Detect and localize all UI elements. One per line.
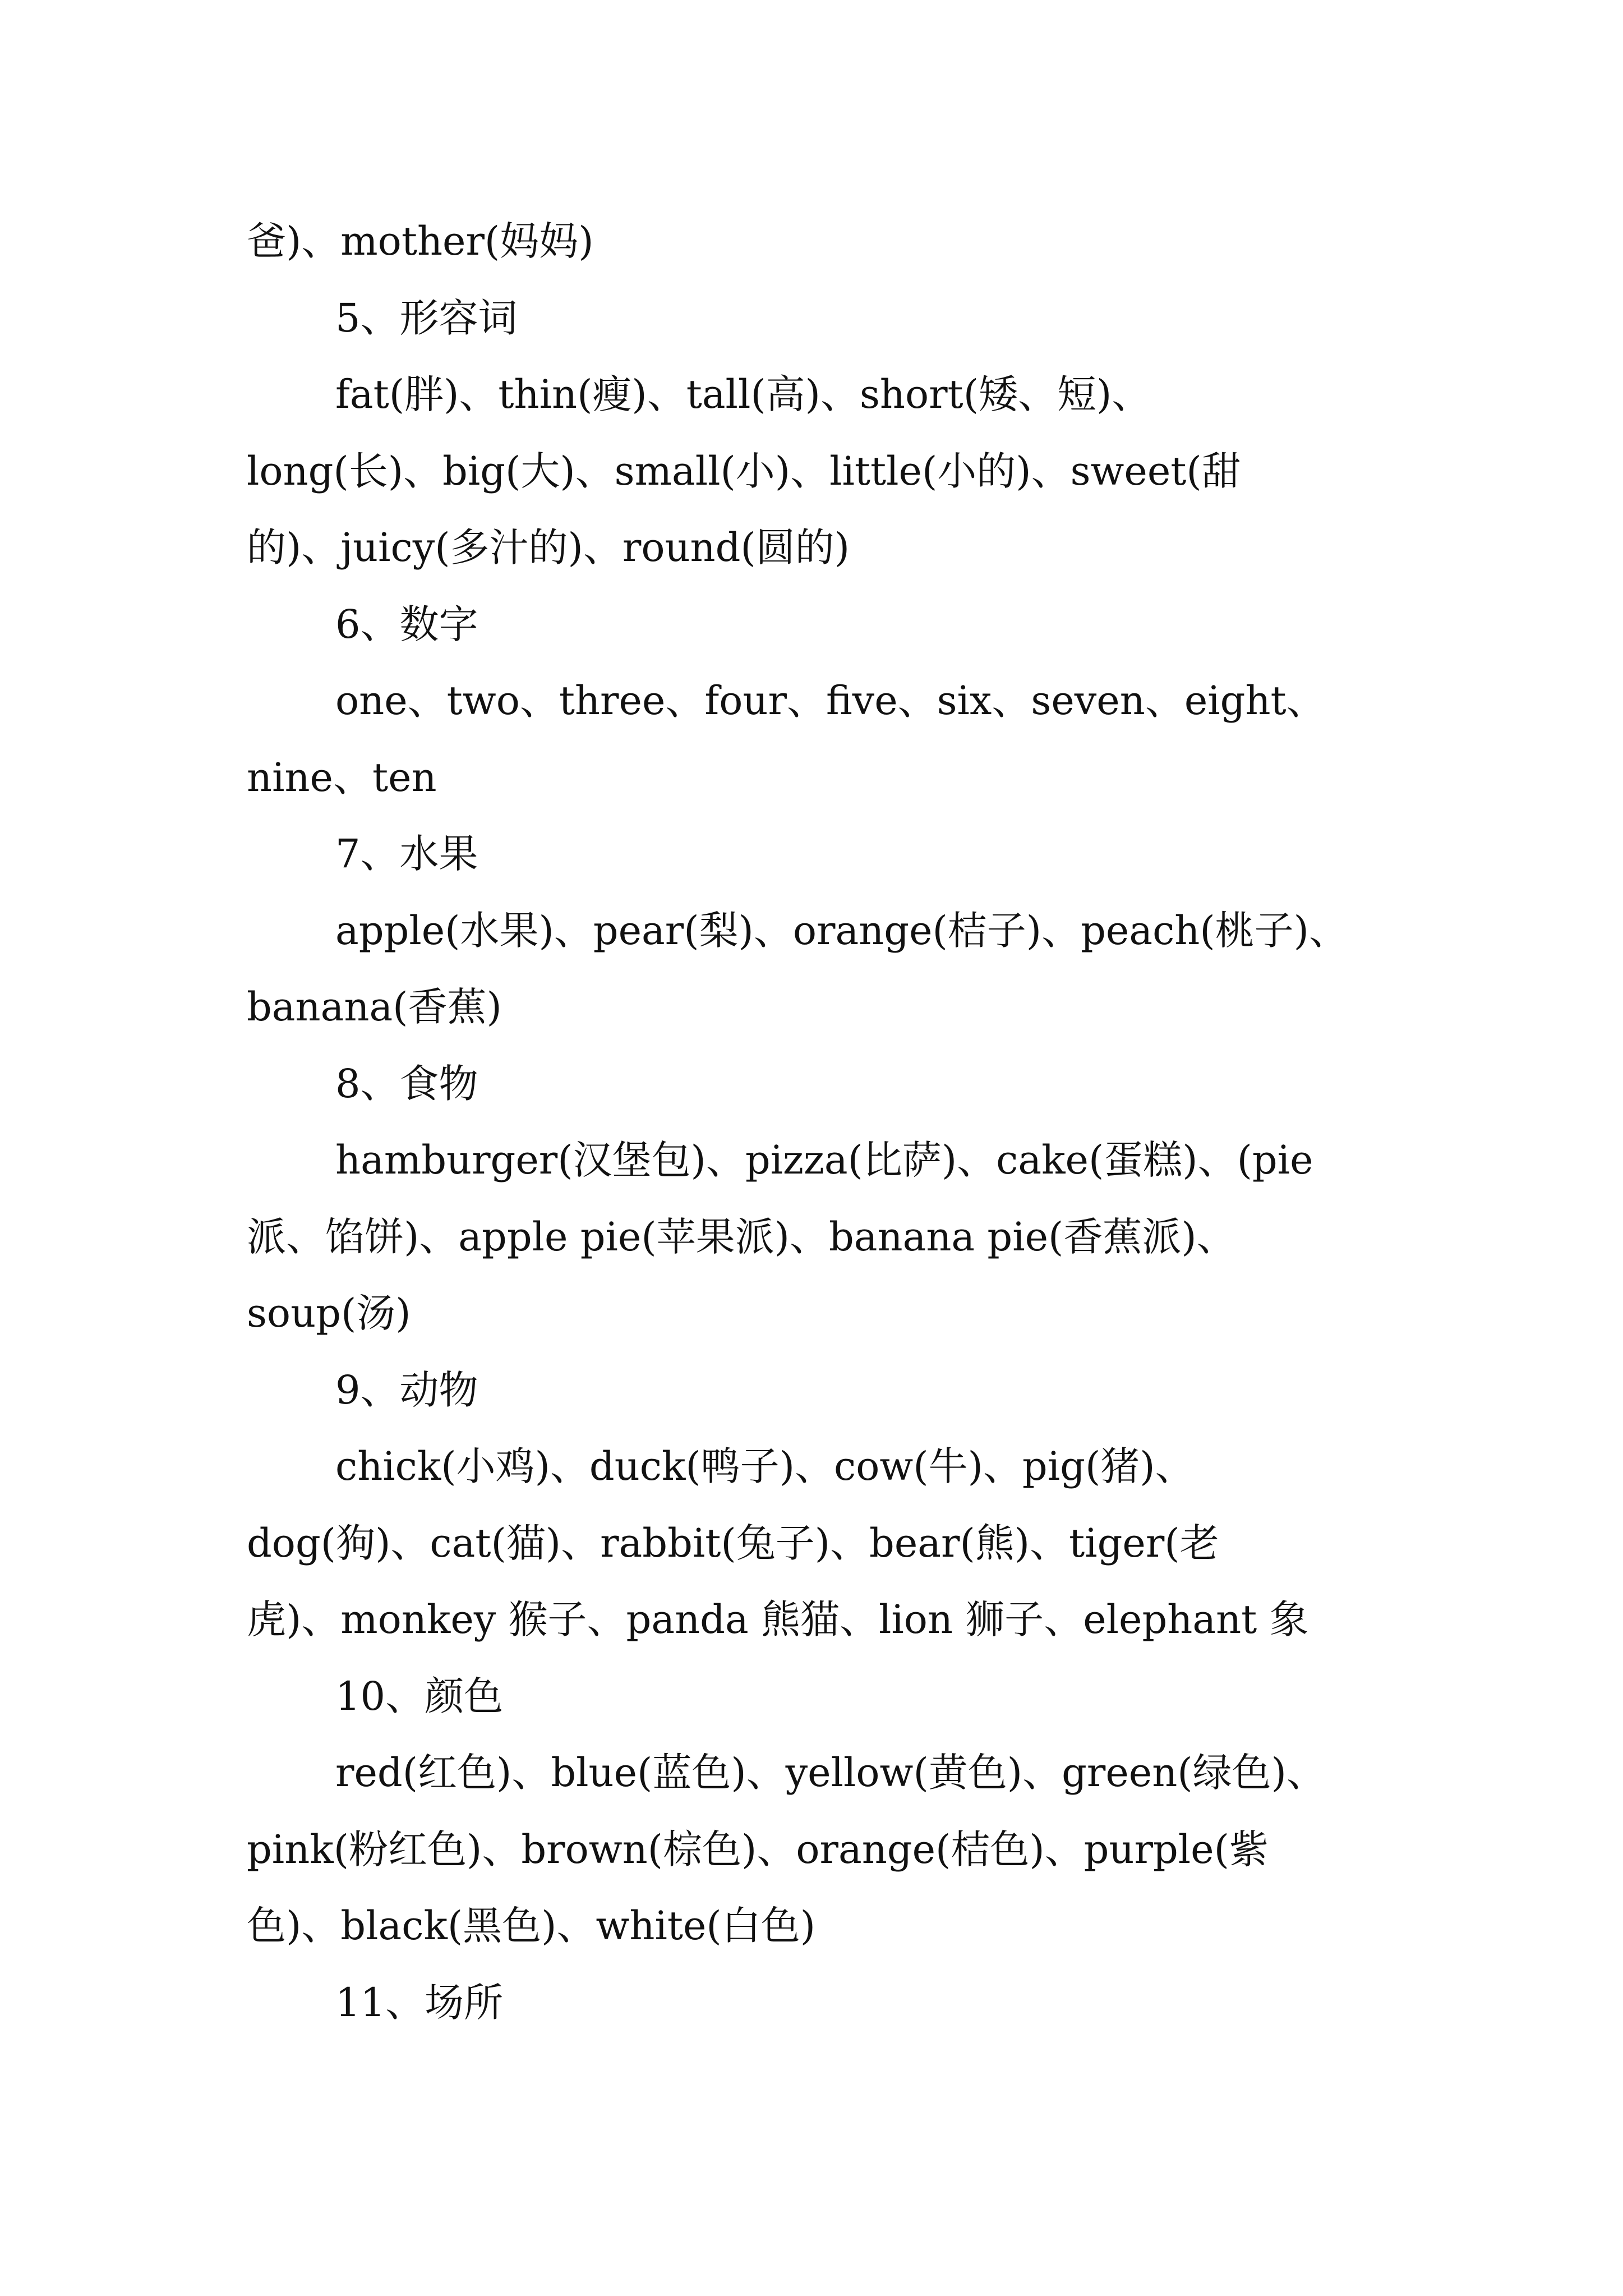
text-line: long(长)、big(大)、small(小)、little(小的)、sweet(甜	[247, 448, 1241, 494]
text-line: 色)、black(黑色)、white(白色)	[247, 1903, 816, 1949]
document-body	[247, 203, 1436, 2041]
text-line: soup(汤)	[247, 1290, 411, 1336]
section-heading-adjectives: 5、形容词	[335, 295, 518, 341]
text-line: red(红色)、blue(蓝色)、yellow(黄色)、green(绿色)、	[335, 1750, 1326, 1796]
text-line: dog(狗)、cat(猫)、rabbit(兔子)、bear(熊)、tiger(老	[247, 1520, 1219, 1566]
text-line: one、two、three、four、five、six、seven、eight、	[335, 678, 1326, 724]
section-heading-animals: 9、动物	[335, 1366, 478, 1413]
text-line: 虎)、monkey 猴子、panda 熊猫、lion 狮子、elephant 象	[247, 1596, 1309, 1642]
text-line: hamburger(汉堡包)、pizza(比萨)、cake(蛋糕)、(pie	[335, 1137, 1313, 1183]
text-line: banana(香蕉)	[247, 984, 502, 1030]
section-heading-colors: 10、颜色	[335, 1673, 504, 1719]
text-line: pink(粉红色)、brown(棕色)、orange(桔色)、purple(紫	[247, 1826, 1269, 1872]
text-line: 派、馅饼)、apple pie(苹果派)、banana pie(香蕉派)、	[247, 1213, 1236, 1260]
text-line: fat(胖)、thin(瘦)、tall(高)、short(矮、短)、	[335, 371, 1151, 417]
section-heading-numbers: 6、数字	[335, 601, 478, 647]
text-line: apple(水果)、pear(梨)、orange(桔子)、peach(桃子)、	[335, 907, 1348, 954]
text-line: nine、ten	[247, 754, 437, 800]
section-heading-fruits: 7、水果	[335, 831, 478, 877]
text-line: chick(小鸡)、duck(鸭子)、cow(牛)、pig(猪)、	[335, 1443, 1195, 1489]
text-line: 的)、juicy(多汁的)、round(圆的)	[247, 524, 850, 570]
text-line: 爸)、mother(妈妈)	[247, 218, 594, 264]
section-heading-food: 8、食物	[335, 1060, 478, 1107]
section-heading-places: 11、场所	[335, 1979, 504, 2026]
